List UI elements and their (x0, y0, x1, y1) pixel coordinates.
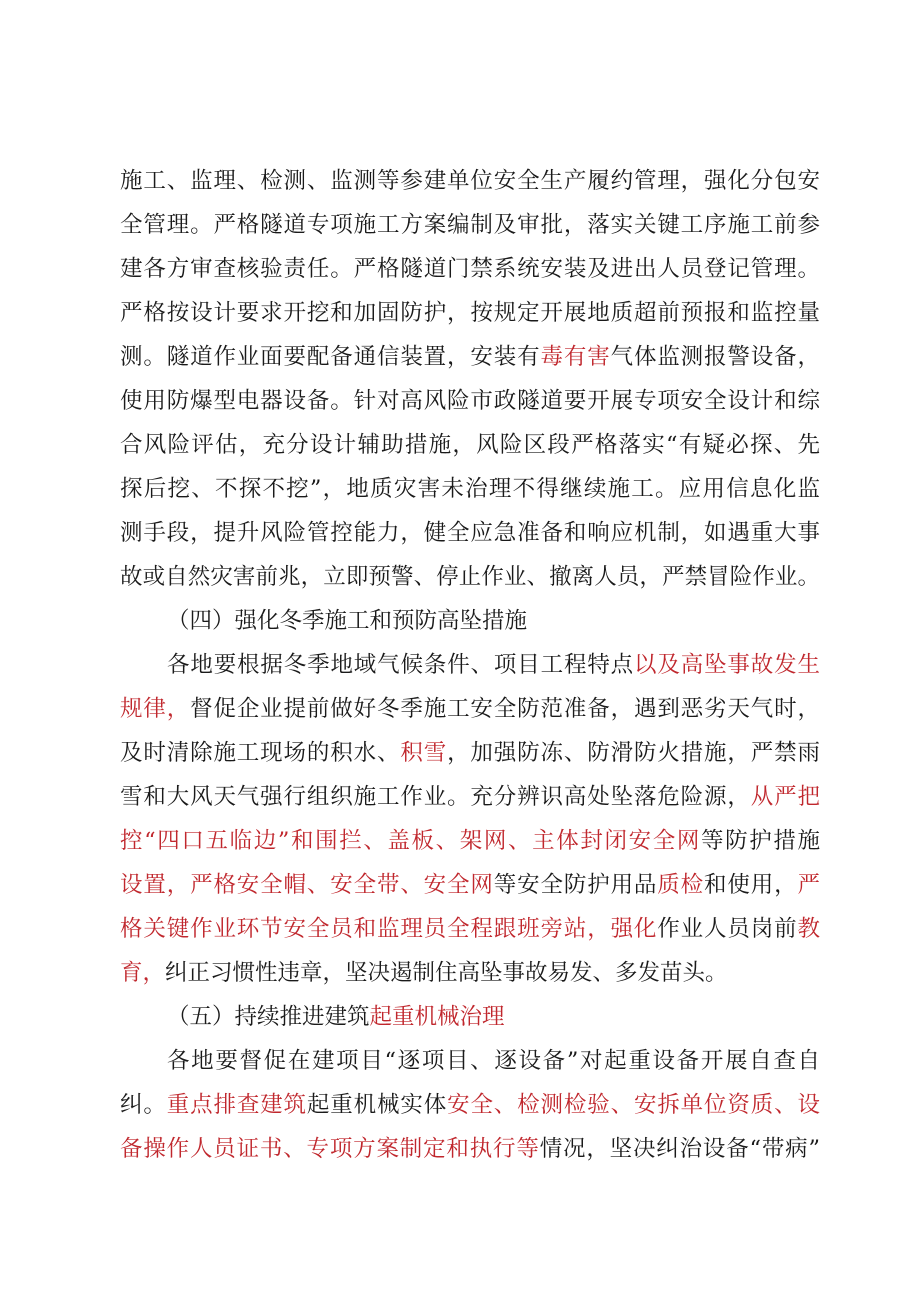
paragraph-line (120, 564, 820, 590)
text-run: 和使用， (704, 872, 798, 898)
text-run: 严格按设计要求开挖和加固防护，按规定开展地质超前预报和监控量 (120, 300, 820, 326)
highlighted-text: 设置，严格安全帽、安全带、安全网 (120, 872, 494, 898)
paragraph-line (167, 652, 820, 678)
text-run: 等安全防护用品 (493, 872, 658, 898)
text-run: 纠正习惯性违章，坚决遏制住高坠事故易发、多发苗头。 (165, 960, 728, 986)
text-run: 各地要根据冬季地域气候条件、项目工程特点 (167, 652, 635, 678)
text-run: 起重机械实体 (306, 1092, 448, 1118)
highlighted-text: 育， (120, 960, 166, 986)
highlighted-text: 严 (797, 872, 820, 898)
paragraph-line (120, 872, 820, 898)
text-run: 建各方审查核验责任。严格隧道门禁系统安装及进出人员登记管理。 (120, 256, 820, 282)
section-heading (167, 1004, 820, 1030)
text-run: 合风险评估，充分设计辅助措施，风险区段严格落实“有疑必探、先 (120, 432, 820, 458)
paragraph-line (120, 520, 820, 546)
paragraph-line (120, 344, 820, 370)
text-run: 情况，坚决纠治设备“带病” (539, 1136, 820, 1162)
highlighted-text: 从严把 (750, 784, 820, 810)
highlighted-text: 控“四口五临边”和围拦、盖板、架网、主体封闭安全网 (120, 828, 701, 854)
highlighted-text: 规律， (120, 696, 191, 722)
text-run: 作业人员岗前 (657, 916, 798, 942)
paragraph-line (120, 740, 820, 766)
text-run: 雪和大风天气强行组织施工作业。充分辨识高处坠落危险源， (120, 784, 751, 810)
paragraph-line (120, 212, 820, 238)
text-run: 等防护措施 (701, 828, 820, 854)
text-run: 各地要督促在建项目“逐项目、逐设备”对起重设备开展自查自 (167, 1048, 820, 1074)
paragraph-line (167, 1048, 820, 1074)
paragraph-line (120, 476, 820, 502)
highlighted-text: 积雪 (400, 740, 448, 766)
highlighted-text: 格关键作业环节安全员和监理员全程跟班旁站，强化 (120, 916, 658, 942)
highlighted-text: 起重机械治理 (369, 1004, 505, 1030)
highlighted-text: 毒有害 (540, 344, 611, 370)
text-run: 纠。 (120, 1092, 167, 1118)
paragraph-line (120, 388, 820, 414)
paragraph-line (120, 256, 820, 282)
highlighted-text: 安全、检测检验、安拆单位资质、设 (447, 1092, 820, 1118)
highlighted-text: 重点排查建筑 (166, 1092, 307, 1118)
text-run: ，加强防冻、防滑防火措施，严禁雨 (447, 740, 820, 766)
text-run: （四）强化冬季施工和预防高坠措施 (167, 608, 528, 634)
text-run: 探后挖、不探不挖”，地质灾害未治理不得继续施工。应用信息化监 (120, 476, 820, 502)
highlighted-text: 质检 (657, 872, 705, 898)
paragraph-line (120, 300, 820, 326)
paragraph-line (120, 828, 820, 854)
text-run: 使用防爆型电器设备。针对高风险市政隧道要开展专项安全设计和综 (120, 388, 820, 414)
text-run: 故或自然灾害前兆，立即预警、停止作业、撤离人员，严禁冒险作业。 (120, 564, 820, 590)
highlighted-text: 教 (797, 916, 820, 942)
paragraph-line (120, 916, 820, 942)
paragraph-line (120, 784, 820, 810)
highlighted-text: 备操作人员证书、专项方案制定和执行等 (120, 1136, 540, 1162)
highlighted-text: 以及高坠事故发生 (634, 652, 820, 678)
text-run: 测手段，提升风险管控能力，健全应急准备和响应机制，如遇重大事 (120, 520, 820, 546)
text-run: 督促企业提前做好冬季施工安全防范准备，遇到恶劣天气时， (190, 696, 820, 722)
section-heading (167, 608, 820, 634)
paragraph-line (120, 960, 820, 986)
text-run: 测。隧道作业面要配备通信装置，安装有 (120, 344, 541, 370)
text-run: （五）持续推进建筑 (167, 1004, 370, 1030)
paragraph-line (120, 1092, 820, 1118)
paragraph-line (120, 1136, 820, 1162)
text-run: 及时清除施工现场的积水、 (120, 740, 401, 766)
paragraph-line (120, 432, 820, 458)
text-run: 全管理。严格隧道专项施工方案编制及审批，落实关键工序施工前参 (120, 212, 820, 238)
text-run: 气体监测报警设备， (610, 344, 820, 370)
paragraph-line (120, 696, 820, 722)
text-run: 施工、监理、检测、监测等参建单位安全生产履约管理，强化分包安 (120, 168, 820, 194)
paragraph-line (120, 168, 820, 194)
